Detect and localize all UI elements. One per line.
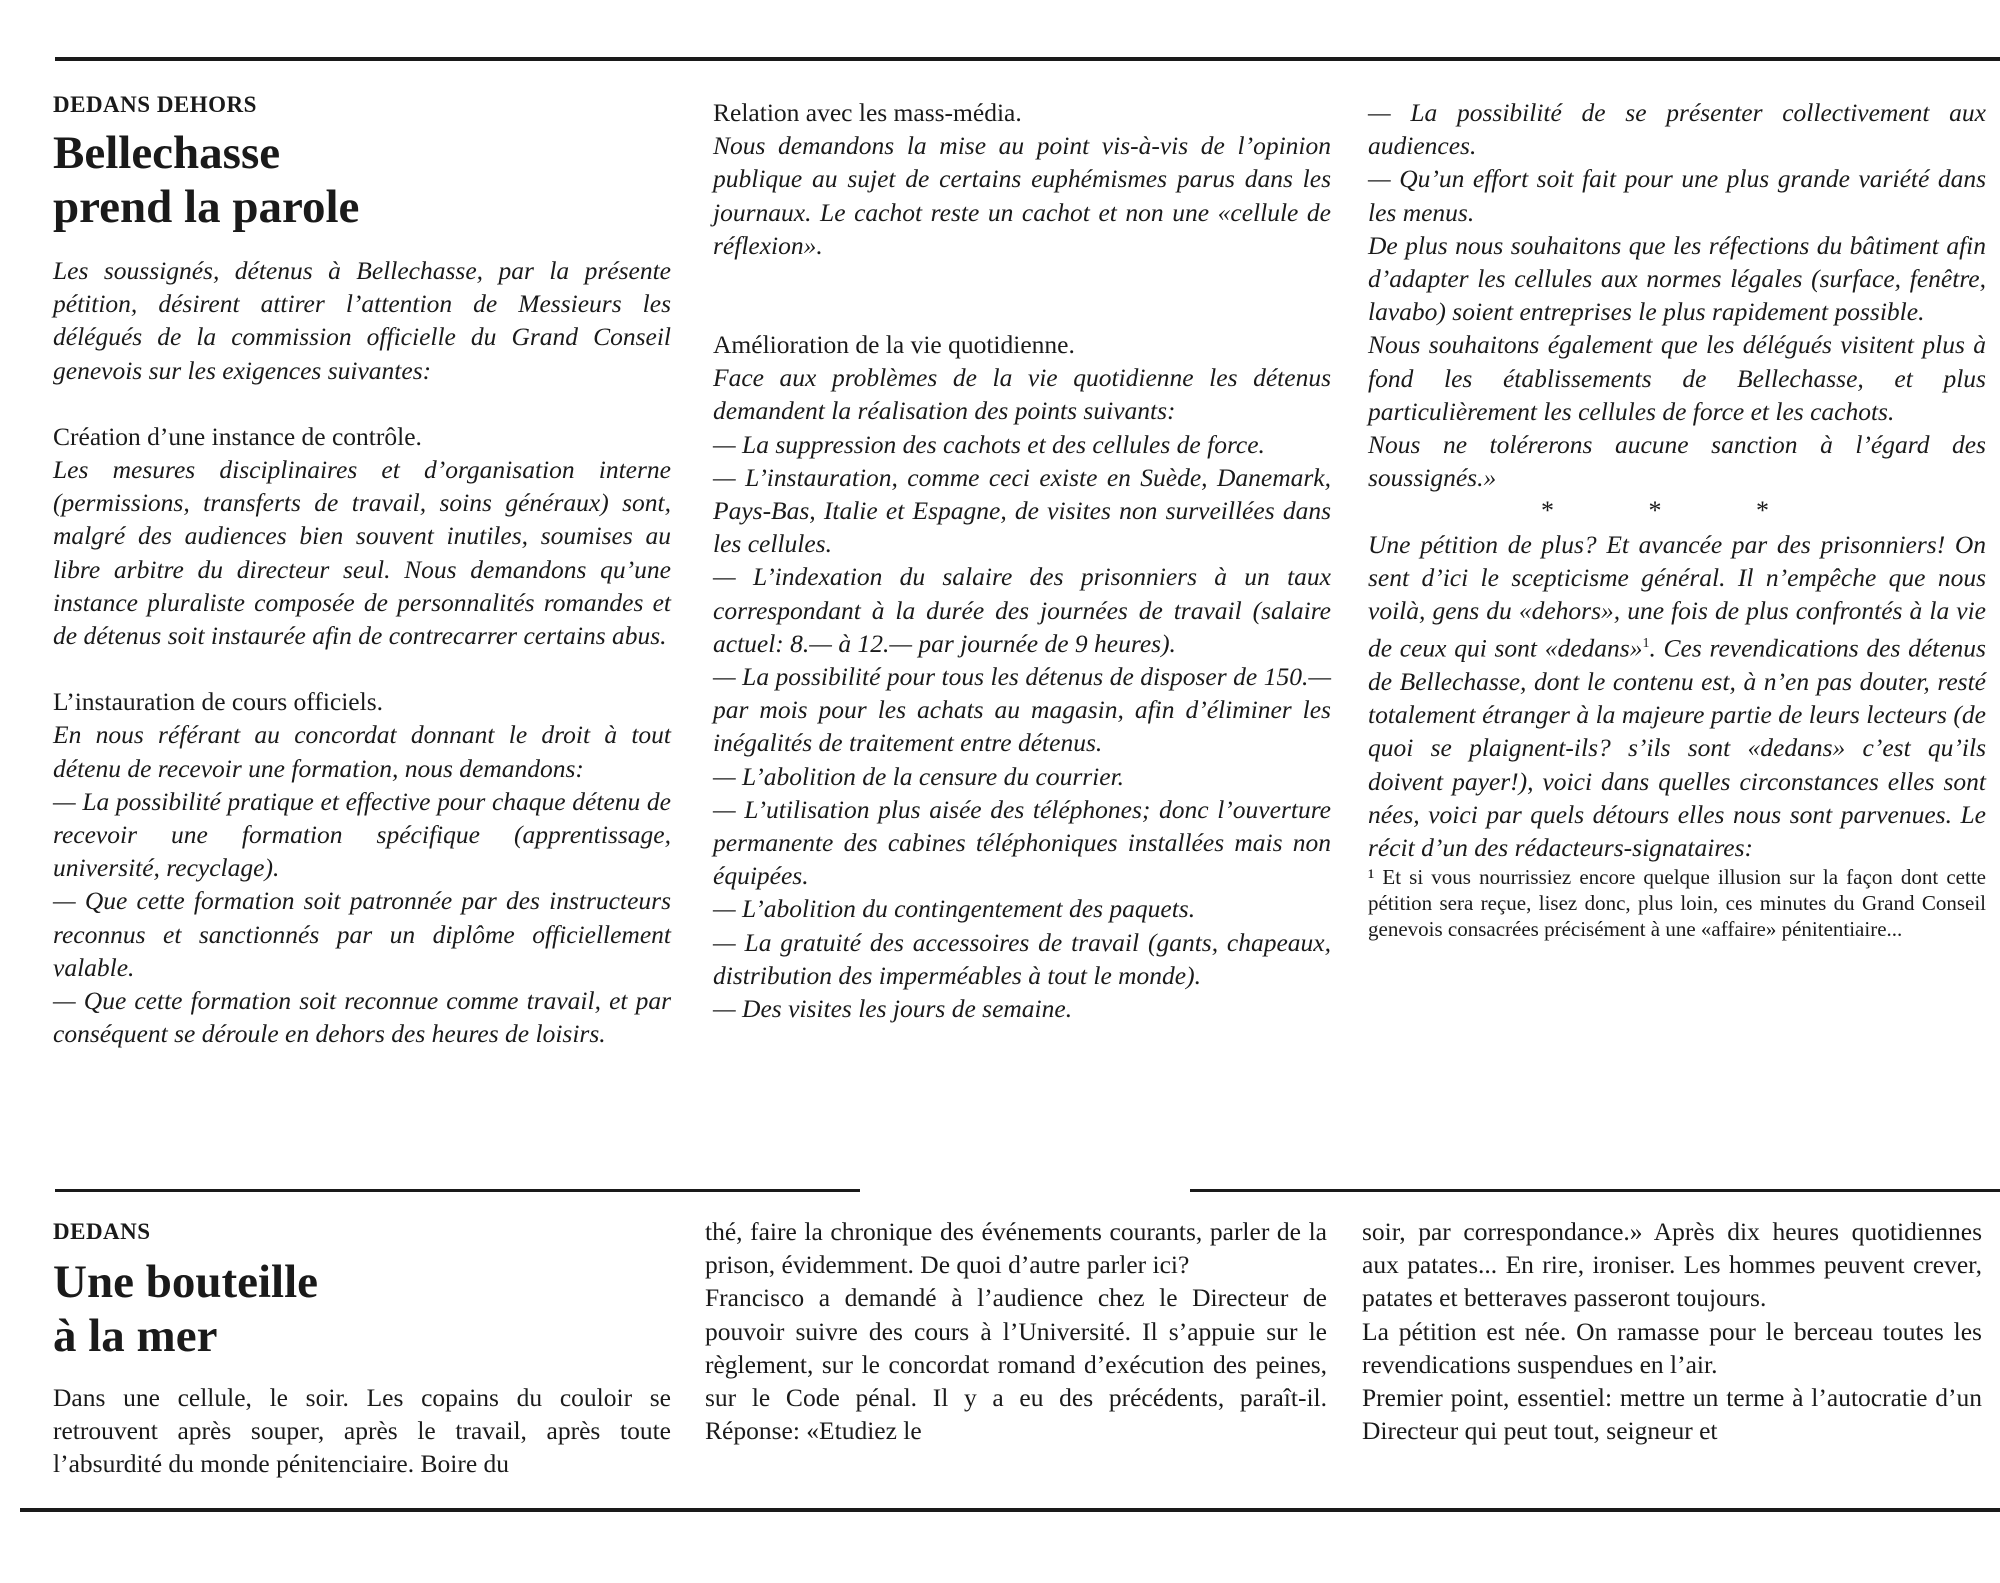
article2-headline: [53, 1255, 671, 1363]
paragraph-refections: De plus nous souhaitons que les réfections du bâtiment afin d’adapter les cellules aux normes légales (surface, fenêtre, lavabo) soient entreprises le plus rapidement possible.: [1368, 230, 1986, 327]
article2-headline-line1: Une bouteille: [53, 1256, 319, 1308]
article1-column-2: [713, 96, 1331, 1025]
commentary-paragraph: [1368, 528, 1986, 865]
list-item: — L’abolition de la censure du courrier.: [713, 761, 1125, 791]
article2-column-2: [705, 1215, 1327, 1447]
section-body-media: Nous demandons la mise au point vis-à-vis de l’opinion publique au sujet de certains euphémismes parus dans les journaux. Le cachot reste un cachot et non une «cellule de réflexion».: [713, 131, 1331, 260]
list-item: — Des visites les jours de semaine.: [713, 994, 1073, 1024]
article2-paragraph-premier-point: Premier point, essentiel: mettre un terme à l’autocratie d’un Directeur qui peut tout, seigneur et: [1362, 1383, 1982, 1446]
list-item: — La suppression des cachots et des cellules de force.: [713, 429, 1265, 459]
section-title-controle: Création d’une instance de contrôle.: [53, 421, 422, 451]
bottom-rule: [20, 1508, 2000, 1512]
article1-column-3: [1368, 96, 1986, 942]
top-rule: [55, 57, 2000, 61]
list-item: — La possibilité pratique et effective pour chaque détenu de recevoir une formation spécifique (apprentissage, université, recyclage).: [53, 786, 671, 883]
article2-paragraph-the: thé, faire la chronique des événements courants, parler de la prison, évidemment. De quoi d’autre parler ici?: [705, 1217, 1327, 1280]
article2-paragraph-francisco: Francisco a demandé à l’audience chez le Directeur de pouvoir suivre des cours à l’Université. Il s’appuie sur le règlement, sur le concordat romand d’exécution des peines, sur le Code pénal. Il y a eu des précédents, paraît-il. Réponse: «Etudiez le: [705, 1283, 1327, 1446]
article2-headline-line2: à la mer: [53, 1310, 218, 1362]
list-item: — L’abolition du contingentement des paquets.: [713, 894, 1196, 924]
article2-paragraph-petition: La pétition est née. On ramasse pour le berceau toutes les revendications suspendues en l’air.: [1362, 1316, 1982, 1379]
section-title-media: Relation avec les mass-média.: [713, 98, 1022, 127]
list-item: — La possibilité de se présenter collectivement aux audiences.: [1368, 98, 1986, 161]
section-title-cours: L’instauration de cours officiels.: [53, 687, 384, 717]
article2-paragraph-soir: soir, par correspondance.» Après dix heures quotidiennes aux patates... En rire, ironiser. Les hommes peuvent crever, patates et betteraves passeront toujours.: [1362, 1217, 1982, 1313]
section-separator-stars: * * *: [1541, 496, 1813, 526]
commentary-text-a: Une pétition de plus? Et avancée par des prisonniers! On sent d’ici le scepticisme général. Il n’empêche que nous voilà, gens du «dehors», une fois de plus confrontés à la vie de ceux qui sont «dedans»: [1368, 529, 1986, 663]
article1-column-1: [53, 90, 671, 1050]
section-title-vie: Amélioration de la vie quotidienne.: [713, 330, 1075, 360]
list-item: — Qu’un effort soit fait pour une plus grande variété dans les menus.: [1368, 164, 1986, 227]
list-item: — La possibilité pour tous les détenus de disposer de 150.— par mois pour les achats au magasin, afin d’éliminer les inégalités de traitement entre détenus.: [713, 662, 1331, 758]
article2-paragraph-1: Dans une cellule, le soir. Les copains du couloir se retrouvent après souper, après le travail, après toute l’absurdité du monde pénitenciaire. Boire du: [53, 1383, 671, 1479]
commentary-text-b: . Ces revendications des détenus de Bellechasse, dont le contenu est, à n’en pas douter, resté totalement étranger à la majeure partie de leurs lecteurs (de quoi se plaignent-ils? s’ils sont «dedans» c’est qu’ils doivent payer!), voici dans quelles circonstances elles sont nées, voici par quels détours elles nous sont parvenues. Le récit d’un des rédacteurs-signataires:: [1368, 633, 1986, 862]
article2-column-3: [1362, 1215, 1982, 1447]
article2-kicker: DEDANS: [53, 1219, 151, 1244]
article2-column-1: [53, 1217, 671, 1481]
list-item: — L’instauration, comme ceci existe en Suède, Danemark, Pays-Bas, Italie et Espagne, de visites non surveillées dans les cellules.: [713, 462, 1331, 559]
article1-kicker: DEDANS DEHORS: [53, 92, 257, 117]
paragraph-sanction: Nous ne tolérerons aucune sanction à l’égard des soussignés.»: [1368, 430, 1986, 493]
footnote: ¹ Et si vous nourrissiez encore quelque illusion sur la façon dont cette pétition sera reçue, lisez donc, plus loin, ces minutes du Grand Conseil genevois consacrées précisément à une «affaire» pénitentiaire...: [1368, 865, 1986, 942]
middle-rule-right: [1190, 1189, 2000, 1192]
article1-headline-line2: prend la parole: [53, 181, 360, 233]
footnote-reference: 1: [1642, 636, 1650, 652]
article1-headline: [53, 126, 671, 234]
paragraph-visites: Nous souhaitons également que les délégués visitent plus à fond les établissements de Bellechasse, et plus particulièrement les cellules de force et les cachots.: [1368, 330, 1986, 426]
list-item: — Que cette formation soit patronnée par des instructeurs reconnus et sanctionnés par un diplôme officiellement valable.: [53, 886, 671, 982]
list-item: — L’utilisation plus aisée des téléphones; donc l’ouverture permanente des cabines téléphoniques installées mais non équipées.: [713, 794, 1331, 891]
list-item: — Que cette formation soit reconnue comme travail, et par conséquent se déroule en dehors des heures de loisirs.: [53, 986, 671, 1049]
section-body-controle: Les mesures disciplinaires et d’organisation interne (permissions, transferts de travail, soins généraux) sont, malgré des audiences bien souvent inutiles, soumises au libre arbitre du directeur seul. Nous demandons qu’une instance pluraliste composée de personnalités romandes et de détenus soit instaurée afin de contrecarrer certains abus.: [53, 455, 671, 651]
section-body-cours: En nous référant au concordat donnant le droit à tout détenu de recevoir une formation, nous demandons:: [53, 720, 671, 783]
middle-rule-left: [55, 1189, 860, 1192]
article1-headline-line1: Bellechasse: [53, 127, 281, 179]
article1-intro: Les soussignés, détenus à Bellechasse, par la présente pétition, désirent attirer l’attention de Messieurs les délégués de la commission officielle du Grand Conseil genevois sur les exigences suivantes:: [53, 256, 671, 385]
list-item: — L’indexation du salaire des prisonniers à un taux correspondant à la durée des journées de travail (salaire actuel: 8.— à 12.— par journée de 9 heures).: [713, 562, 1331, 658]
section-body-vie: Face aux problèmes de la vie quotidienne les détenus demandent la réalisation des points suivants:: [713, 363, 1331, 426]
list-item: — La gratuité des accessoires de travail (gants, chapeaux, distribution des imperméables à tout le monde).: [713, 927, 1331, 990]
